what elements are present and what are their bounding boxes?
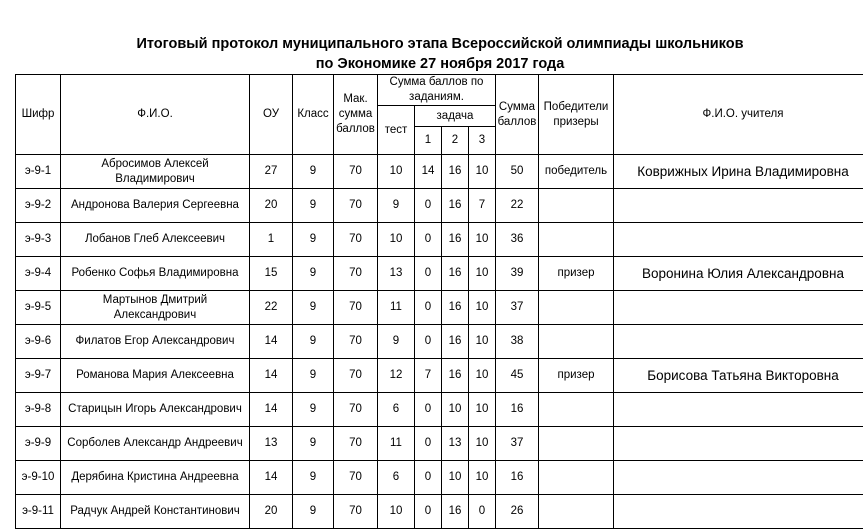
cell-task-1: 0 [415, 427, 442, 461]
cell-test: 10 [378, 155, 415, 189]
cell-total: 36 [496, 223, 539, 257]
cell-teacher [614, 495, 863, 529]
table-row [16, 427, 863, 461]
cell-ou: 22 [250, 291, 293, 325]
cell-code: э-9-6 [16, 325, 61, 359]
cell-fio: Робенко Софья Владимировна [61, 257, 250, 291]
cell-task-1: 7 [415, 359, 442, 393]
cell-max-score: 70 [334, 189, 378, 223]
cell-status [539, 325, 614, 359]
cell-class: 9 [293, 427, 334, 461]
cell-teacher [614, 223, 863, 257]
cell-status: победитель [539, 155, 614, 189]
cell-fio: Филатов Егор Александрович [61, 325, 250, 359]
cell-task-3: 10 [469, 257, 496, 291]
cell-fio: Сорболев Александр Андреевич [61, 427, 250, 461]
table-row [16, 223, 863, 257]
cell-ou: 1 [250, 223, 293, 257]
header-task: задача [415, 106, 496, 127]
cell-status [539, 495, 614, 529]
header-sum-by-tasks: Сумма баллов по заданиям. [378, 75, 496, 106]
cell-status [539, 291, 614, 325]
cell-fio: Романова Мария Алексеевна [61, 359, 250, 393]
cell-ou: 27 [250, 155, 293, 189]
cell-code: э-9-1 [16, 155, 61, 189]
cell-test: 6 [378, 393, 415, 427]
cell-task-3: 0 [469, 495, 496, 529]
cell-code: э-9-3 [16, 223, 61, 257]
protocol-title: Итоговый протокол муниципального этапа Всероссийской олимпиады школьников [0, 34, 863, 54]
header-total: Сумма баллов [496, 75, 539, 155]
cell-task-1: 0 [415, 495, 442, 529]
cell-task-2: 10 [442, 461, 469, 495]
cell-max-score: 70 [334, 461, 378, 495]
cell-total: 26 [496, 495, 539, 529]
cell-total: 37 [496, 291, 539, 325]
cell-code: э-9-4 [16, 257, 61, 291]
cell-status: призер [539, 359, 614, 393]
cell-task-2: 16 [442, 291, 469, 325]
cell-class: 9 [293, 291, 334, 325]
protocol-subtitle: по Экономике 27 ноября 2017 года [0, 54, 863, 74]
cell-fio: Старицын Игорь Александрович [61, 393, 250, 427]
cell-task-2: 16 [442, 325, 469, 359]
cell-status [539, 223, 614, 257]
cell-fio: Абросимов Алексей Владимирович [61, 155, 250, 189]
cell-class: 9 [293, 223, 334, 257]
cell-total: 50 [496, 155, 539, 189]
cell-test: 10 [378, 495, 415, 529]
cell-task-2: 16 [442, 223, 469, 257]
cell-ou: 15 [250, 257, 293, 291]
cell-max-score: 70 [334, 155, 378, 189]
header-fio: Ф.И.О. [61, 75, 250, 155]
cell-task-1: 0 [415, 461, 442, 495]
cell-test: 9 [378, 189, 415, 223]
cell-total: 39 [496, 257, 539, 291]
cell-task-3: 10 [469, 359, 496, 393]
cell-task-3: 10 [469, 325, 496, 359]
header-code: Шифр [16, 75, 61, 155]
cell-total: 16 [496, 393, 539, 427]
header-task-3: 3 [469, 127, 496, 155]
cell-code: э-9-9 [16, 427, 61, 461]
cell-total: 16 [496, 461, 539, 495]
cell-task-1: 0 [415, 189, 442, 223]
table-row [16, 257, 863, 291]
cell-class: 9 [293, 495, 334, 529]
cell-task-1: 0 [415, 325, 442, 359]
table-row [16, 189, 863, 223]
cell-task-3: 10 [469, 461, 496, 495]
cell-teacher [614, 461, 863, 495]
cell-task-1: 0 [415, 393, 442, 427]
cell-teacher [614, 291, 863, 325]
header-test: тест [378, 106, 415, 155]
cell-total: 38 [496, 325, 539, 359]
cell-class: 9 [293, 393, 334, 427]
cell-code: э-9-10 [16, 461, 61, 495]
cell-teacher: Воронина Юлия Александровна [614, 257, 863, 291]
cell-test: 9 [378, 325, 415, 359]
cell-teacher [614, 189, 863, 223]
cell-max-score: 70 [334, 223, 378, 257]
cell-task-1: 14 [415, 155, 442, 189]
cell-test: 13 [378, 257, 415, 291]
cell-task-1: 0 [415, 257, 442, 291]
cell-fio: Радчук Андрей Константинович [61, 495, 250, 529]
cell-max-score: 70 [334, 427, 378, 461]
cell-fio: Дерябина Кристина Андреевна [61, 461, 250, 495]
results-table [15, 74, 863, 529]
cell-total: 22 [496, 189, 539, 223]
table-row [16, 393, 863, 427]
cell-status [539, 461, 614, 495]
cell-teacher: Борисова Татьяна Викторовна [614, 359, 863, 393]
cell-total: 45 [496, 359, 539, 393]
cell-code: э-9-8 [16, 393, 61, 427]
table-row [16, 325, 863, 359]
cell-fio: Андронова Валерия Сергеевна [61, 189, 250, 223]
cell-task-2: 16 [442, 155, 469, 189]
cell-ou: 20 [250, 495, 293, 529]
cell-task-3: 10 [469, 427, 496, 461]
cell-test: 6 [378, 461, 415, 495]
cell-teacher [614, 393, 863, 427]
cell-test: 11 [378, 291, 415, 325]
table-row [16, 495, 863, 529]
cell-task-1: 0 [415, 223, 442, 257]
cell-max-score: 70 [334, 495, 378, 529]
cell-test: 12 [378, 359, 415, 393]
header-task-1: 1 [415, 127, 442, 155]
cell-max-score: 70 [334, 325, 378, 359]
cell-ou: 20 [250, 189, 293, 223]
cell-ou: 14 [250, 461, 293, 495]
table-row [16, 359, 863, 393]
header-task-2: 2 [442, 127, 469, 155]
cell-task-3: 10 [469, 393, 496, 427]
header-ou: ОУ [250, 75, 293, 155]
cell-class: 9 [293, 359, 334, 393]
cell-fio: Лобанов Глеб Алексеевич [61, 223, 250, 257]
cell-task-2: 10 [442, 393, 469, 427]
table-row [16, 461, 863, 495]
cell-task-3: 10 [469, 291, 496, 325]
cell-max-score: 70 [334, 257, 378, 291]
cell-task-2: 13 [442, 427, 469, 461]
cell-code: э-9-7 [16, 359, 61, 393]
cell-class: 9 [293, 325, 334, 359]
cell-task-2: 16 [442, 257, 469, 291]
cell-test: 11 [378, 427, 415, 461]
cell-ou: 14 [250, 393, 293, 427]
cell-task-1: 0 [415, 291, 442, 325]
cell-status [539, 427, 614, 461]
table-row [16, 291, 863, 325]
cell-teacher [614, 325, 863, 359]
cell-class: 9 [293, 257, 334, 291]
cell-code: э-9-2 [16, 189, 61, 223]
cell-task-3: 7 [469, 189, 496, 223]
cell-teacher [614, 427, 863, 461]
cell-total: 37 [496, 427, 539, 461]
cell-task-3: 10 [469, 155, 496, 189]
cell-ou: 14 [250, 359, 293, 393]
cell-status: призер [539, 257, 614, 291]
header-class: Класс [293, 75, 334, 155]
cell-class: 9 [293, 155, 334, 189]
cell-ou: 13 [250, 427, 293, 461]
cell-code: э-9-11 [16, 495, 61, 529]
cell-fio: Мартынов Дмитрий Александрович [61, 291, 250, 325]
cell-task-3: 10 [469, 223, 496, 257]
cell-code: э-9-5 [16, 291, 61, 325]
cell-max-score: 70 [334, 291, 378, 325]
header-winners: Победители призеры [539, 75, 614, 155]
cell-class: 9 [293, 189, 334, 223]
cell-task-2: 16 [442, 359, 469, 393]
cell-max-score: 70 [334, 359, 378, 393]
header-teacher: Ф.И.О. учителя [614, 75, 863, 155]
cell-status [539, 189, 614, 223]
cell-test: 10 [378, 223, 415, 257]
cell-task-2: 16 [442, 495, 469, 529]
cell-teacher: Коврижных Ирина Владимировна [614, 155, 863, 189]
cell-ou: 14 [250, 325, 293, 359]
header-max-score: Мак. сумма баллов [334, 75, 378, 155]
cell-max-score: 70 [334, 393, 378, 427]
table-row [16, 155, 863, 189]
cell-status [539, 393, 614, 427]
cell-task-2: 16 [442, 189, 469, 223]
cell-class: 9 [293, 461, 334, 495]
